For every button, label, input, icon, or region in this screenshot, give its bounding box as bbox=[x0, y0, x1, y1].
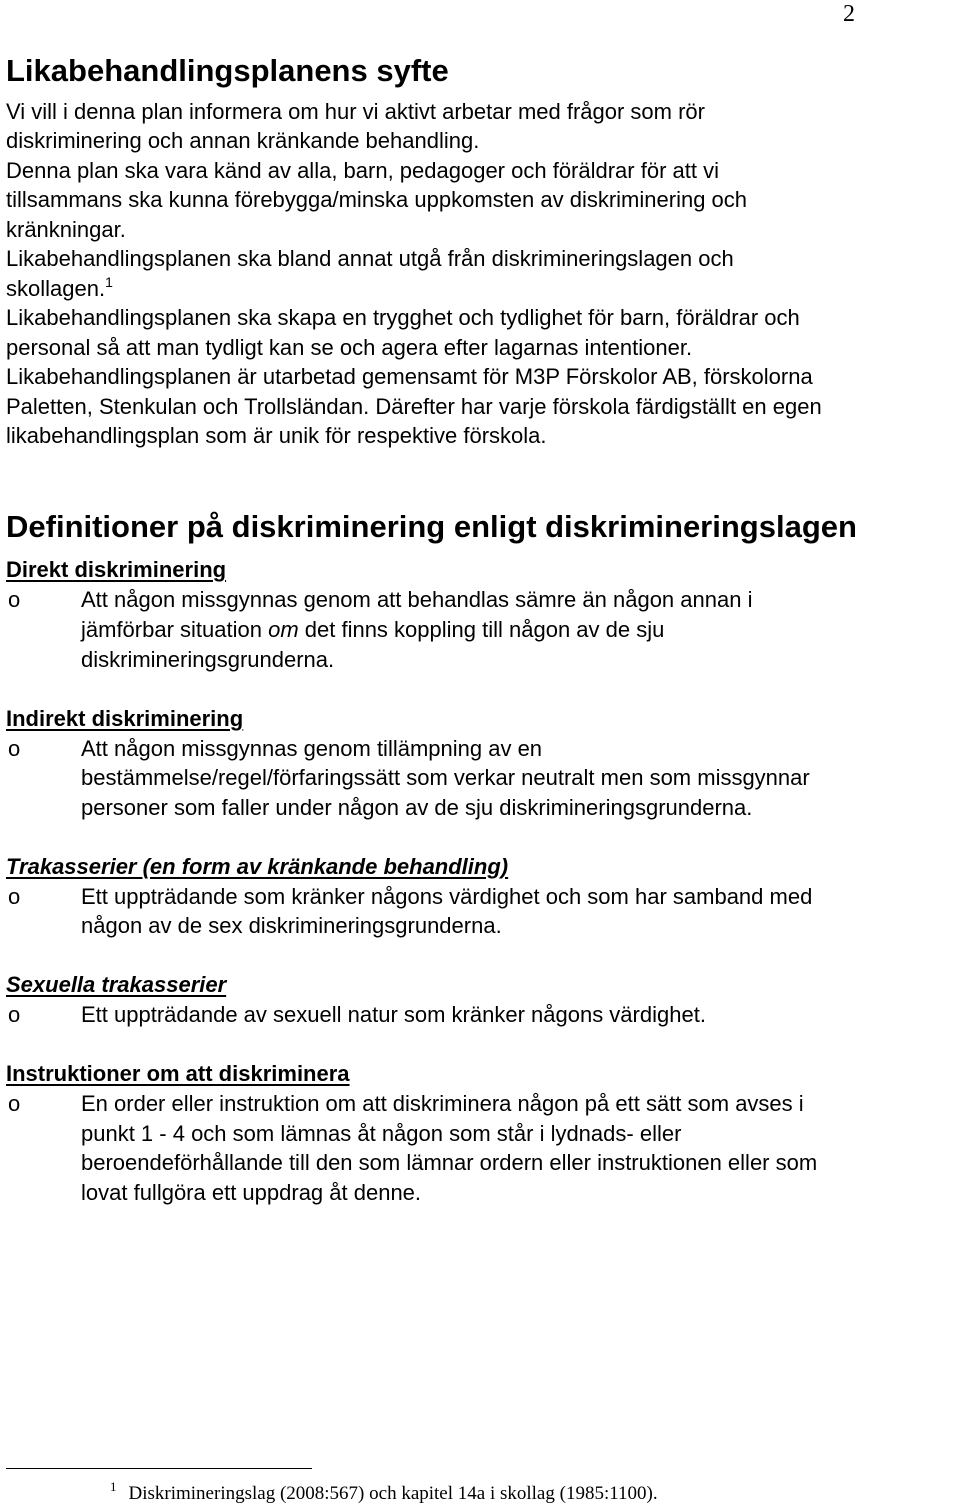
footnote bbox=[110, 1479, 658, 1506]
section-title-definitions: Definitioner på diskriminering enligt diskrimineringslagen bbox=[6, 509, 857, 544]
bullet-marker: o bbox=[8, 587, 21, 612]
subheading-harassment: Trakasserier (en form av kränkande behandling) bbox=[6, 854, 509, 879]
footnote-text: Diskrimineringslag (2008:567) och kapitel 14a i skollag (1985:1100). bbox=[128, 1483, 658, 1504]
text-line: diskriminering och annan kränkande behandling. bbox=[6, 128, 480, 153]
text-line: Likabehandlingsplanen är utarbetad gemensamt för M3P Förskolor AB, förskolorna bbox=[6, 364, 813, 389]
subheading-direct-discrimination: Direkt diskriminering bbox=[6, 557, 227, 582]
text-line: diskrimineringsgrunderna. bbox=[81, 647, 335, 672]
text-line: beroendeförhållande till den som lämnar ordern eller instruktionen eller som bbox=[81, 1150, 818, 1175]
text-line-mixed bbox=[81, 615, 664, 644]
text-line: Att någon missgynnas genom tillämpning av en bbox=[81, 736, 543, 761]
text-line: någon av de sex diskrimineringsgrunderna. bbox=[81, 913, 502, 938]
text-line: likabehandlingsplan som är unik för respektive förskola. bbox=[6, 423, 547, 448]
text-line: bestämmelse/regel/förfaringssätt som verkar neutralt men som missgynnar bbox=[81, 765, 810, 790]
text-line: personal så att man tydligt kan se och agera efter lagarnas intentioner. bbox=[6, 335, 693, 360]
text-segment: det finns koppling till någon av de sju bbox=[298, 617, 665, 642]
subheading-instructions: Instruktioner om att diskriminera bbox=[6, 1061, 350, 1086]
bullet-marker: o bbox=[8, 884, 21, 909]
text-line: Likabehandlingsplanen ska bland annat utgå från diskrimineringslagen och bbox=[6, 246, 734, 271]
emphasis-text: om bbox=[268, 617, 299, 642]
text-line: tillsammans ska kunna förebygga/minska uppkomsten av diskriminering och bbox=[6, 187, 748, 212]
page-number: 2 bbox=[843, 1, 855, 27]
text-line: Ett uppträdande som kränker någons värdighet och som har samband med bbox=[81, 884, 813, 909]
bullet-marker: o bbox=[8, 1002, 21, 1027]
text-line: Vi vill i denna plan informera om hur vi aktivt arbetar med frågor som rör bbox=[6, 99, 705, 124]
text-line: lovat fullgöra ett uppdrag åt denne. bbox=[81, 1180, 422, 1205]
footnote-separator bbox=[6, 1468, 312, 1469]
text-line: kränkningar. bbox=[6, 217, 126, 242]
text-line: Likabehandlingsplanen ska skapa en trygghet och tydlighet för barn, föräldrar och bbox=[6, 305, 800, 330]
text-line: skollagen. bbox=[6, 276, 106, 301]
footnote-mark: 1 bbox=[110, 1479, 117, 1494]
bullet-marker: o bbox=[8, 1091, 21, 1116]
section-title-purpose: Likabehandlingsplanens syfte bbox=[6, 53, 449, 88]
footnote-reference[interactable]: 1 bbox=[105, 274, 113, 290]
text-segment: jämförbar situation bbox=[81, 617, 269, 642]
text-line: Att någon missgynnas genom att behandlas sämre än någon annan i bbox=[81, 587, 753, 612]
text-line: Ett uppträdande av sexuell natur som kränker någons värdighet. bbox=[81, 1002, 706, 1027]
text-line: Paletten, Stenkulan och Trollsländan. Därefter har varje förskola färdigställt en egen bbox=[6, 394, 822, 419]
text-line-with-footnote bbox=[6, 274, 113, 303]
subheading-indirect-discrimination: Indirekt diskriminering bbox=[6, 706, 244, 731]
subheading-sexual-harassment: Sexuella trakasserier bbox=[6, 972, 227, 997]
text-line: punkt 1 - 4 och som lämnas åt någon som står i lydnads- eller bbox=[81, 1121, 682, 1146]
text-line: personer som faller under någon av de sju diskrimineringsgrunderna. bbox=[81, 795, 753, 820]
text-line: En order eller instruktion om att diskriminera någon på ett sätt som avses i bbox=[81, 1091, 804, 1116]
text-line: Denna plan ska vara känd av alla, barn, pedagoger och föräldrar för att vi bbox=[6, 158, 719, 183]
bullet-marker: o bbox=[8, 736, 21, 761]
